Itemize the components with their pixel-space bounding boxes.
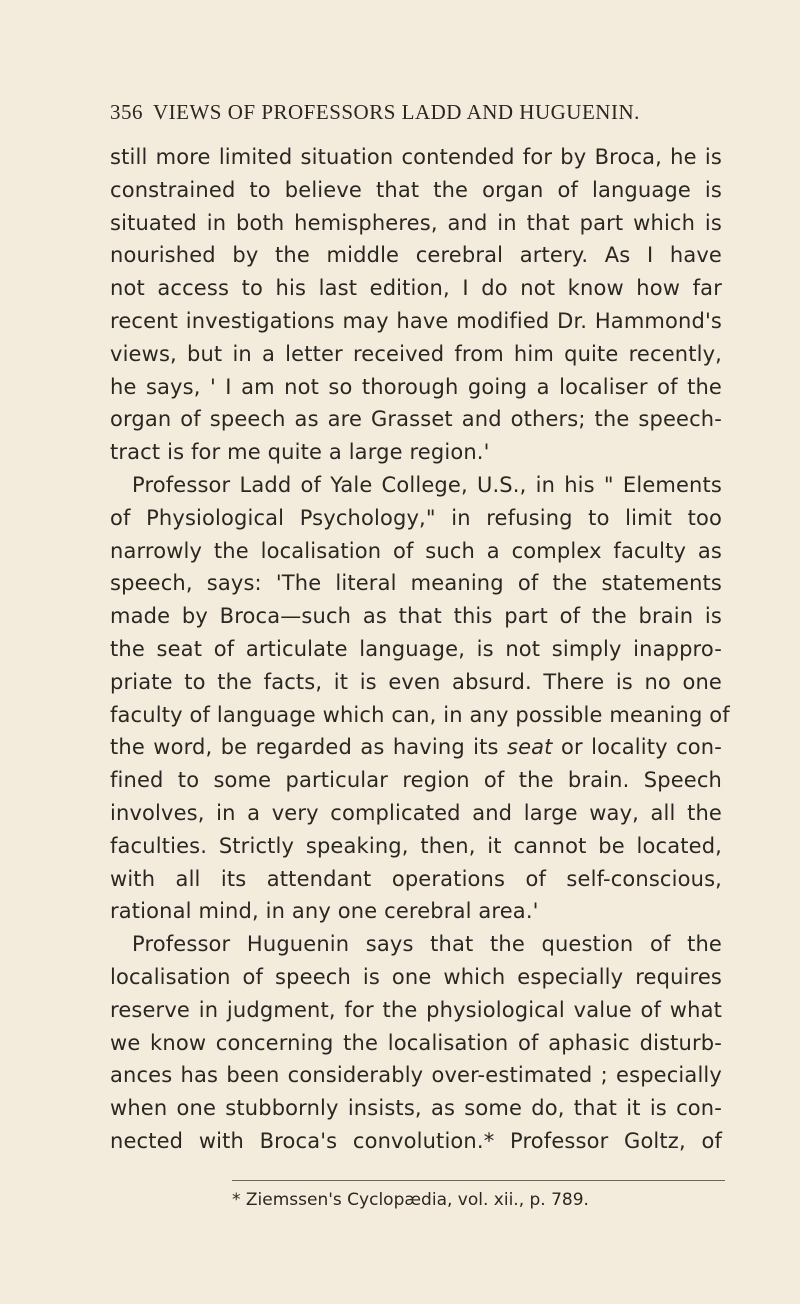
text-line: we know concerning the localisation of aphasic disturb- [110,1030,722,1055]
text-line: recent investigations may have modified Dr. Hammond's [110,308,722,333]
text-line: Professor Ladd of Yale College, U.S., in his " Elements [132,472,722,497]
footnote-rule [232,1180,725,1181]
text-line: he says, ' I am not so thorough going a localiser of the [110,374,722,399]
text-line: localisation of speech is one which especially requires [110,964,722,989]
text-line: when one stubbornly insists, as some do, that it is con- [110,1096,722,1121]
page-number: 356 [110,100,143,124]
running-title: VIEWS OF PROFESSORS LADD AND HUGUENIN. [153,100,640,124]
text-line: not access to his last edition, I do not know how far [110,276,722,301]
text-line: of Physiological Psychology," in refusing to limit too [110,505,722,530]
text-line: with all its attendant operations of self-conscious, [110,866,722,891]
running-header [110,100,730,125]
text-line: speech, says: 'The literal meaning of the statements [110,571,722,596]
text-line [110,731,722,764]
text-line: nected with Broca's convolution.* Professor Goltz, of [110,1128,722,1153]
text-line: ances has been considerably over-estimated ; especially [110,1063,722,1088]
italic-word: seat [507,735,553,760]
text-segment: the word, be regarded as having its [110,735,499,760]
text-line: nourished by the middle cerebral artery. As I have [110,243,722,268]
text-line: views, but in a letter received from him quite recently, [110,341,722,366]
text-segment: or locality con- [560,735,722,760]
text-line: reserve in judgment, for the physiological value of what [110,997,722,1022]
text-line: Professor Huguenin says that the question of the [132,932,722,957]
text-line: involves, in a very complicated and large way, all the [110,800,722,825]
text-line: constrained to believe that the organ of language is [110,177,722,202]
text-line: rational mind, in any one cerebral area.' [110,899,539,924]
text-line: tract is for me quite a large region.' [110,440,490,465]
text-line: still more limited situation contended for by Broca, he is [110,145,722,169]
body-text [110,141,730,1158]
text-line: narrowly the localisation of such a complex faculty as [110,538,722,563]
footnote: * Ziemssen's Cyclopædia, vol. xii., p. 789. [232,1190,589,1210]
text-line: situated in both hemispheres, and in that part which is [110,210,722,235]
text-line: faculty of language which can, in any possible meaning of [110,702,730,727]
text-line: priate to the facts, it is even absurd. There is no one [110,669,722,694]
text-line: faculties. Strictly speaking, then, it cannot be located, [110,833,722,858]
text-line: the seat of articulate language, is not simply inappro- [110,636,722,661]
text-line: fined to some particular region of the brain. Speech [110,768,722,793]
text-line: made by Broca—such as that this part of the brain is [110,604,722,629]
text-line: organ of speech as are Grasset and others; the speech- [110,407,722,432]
